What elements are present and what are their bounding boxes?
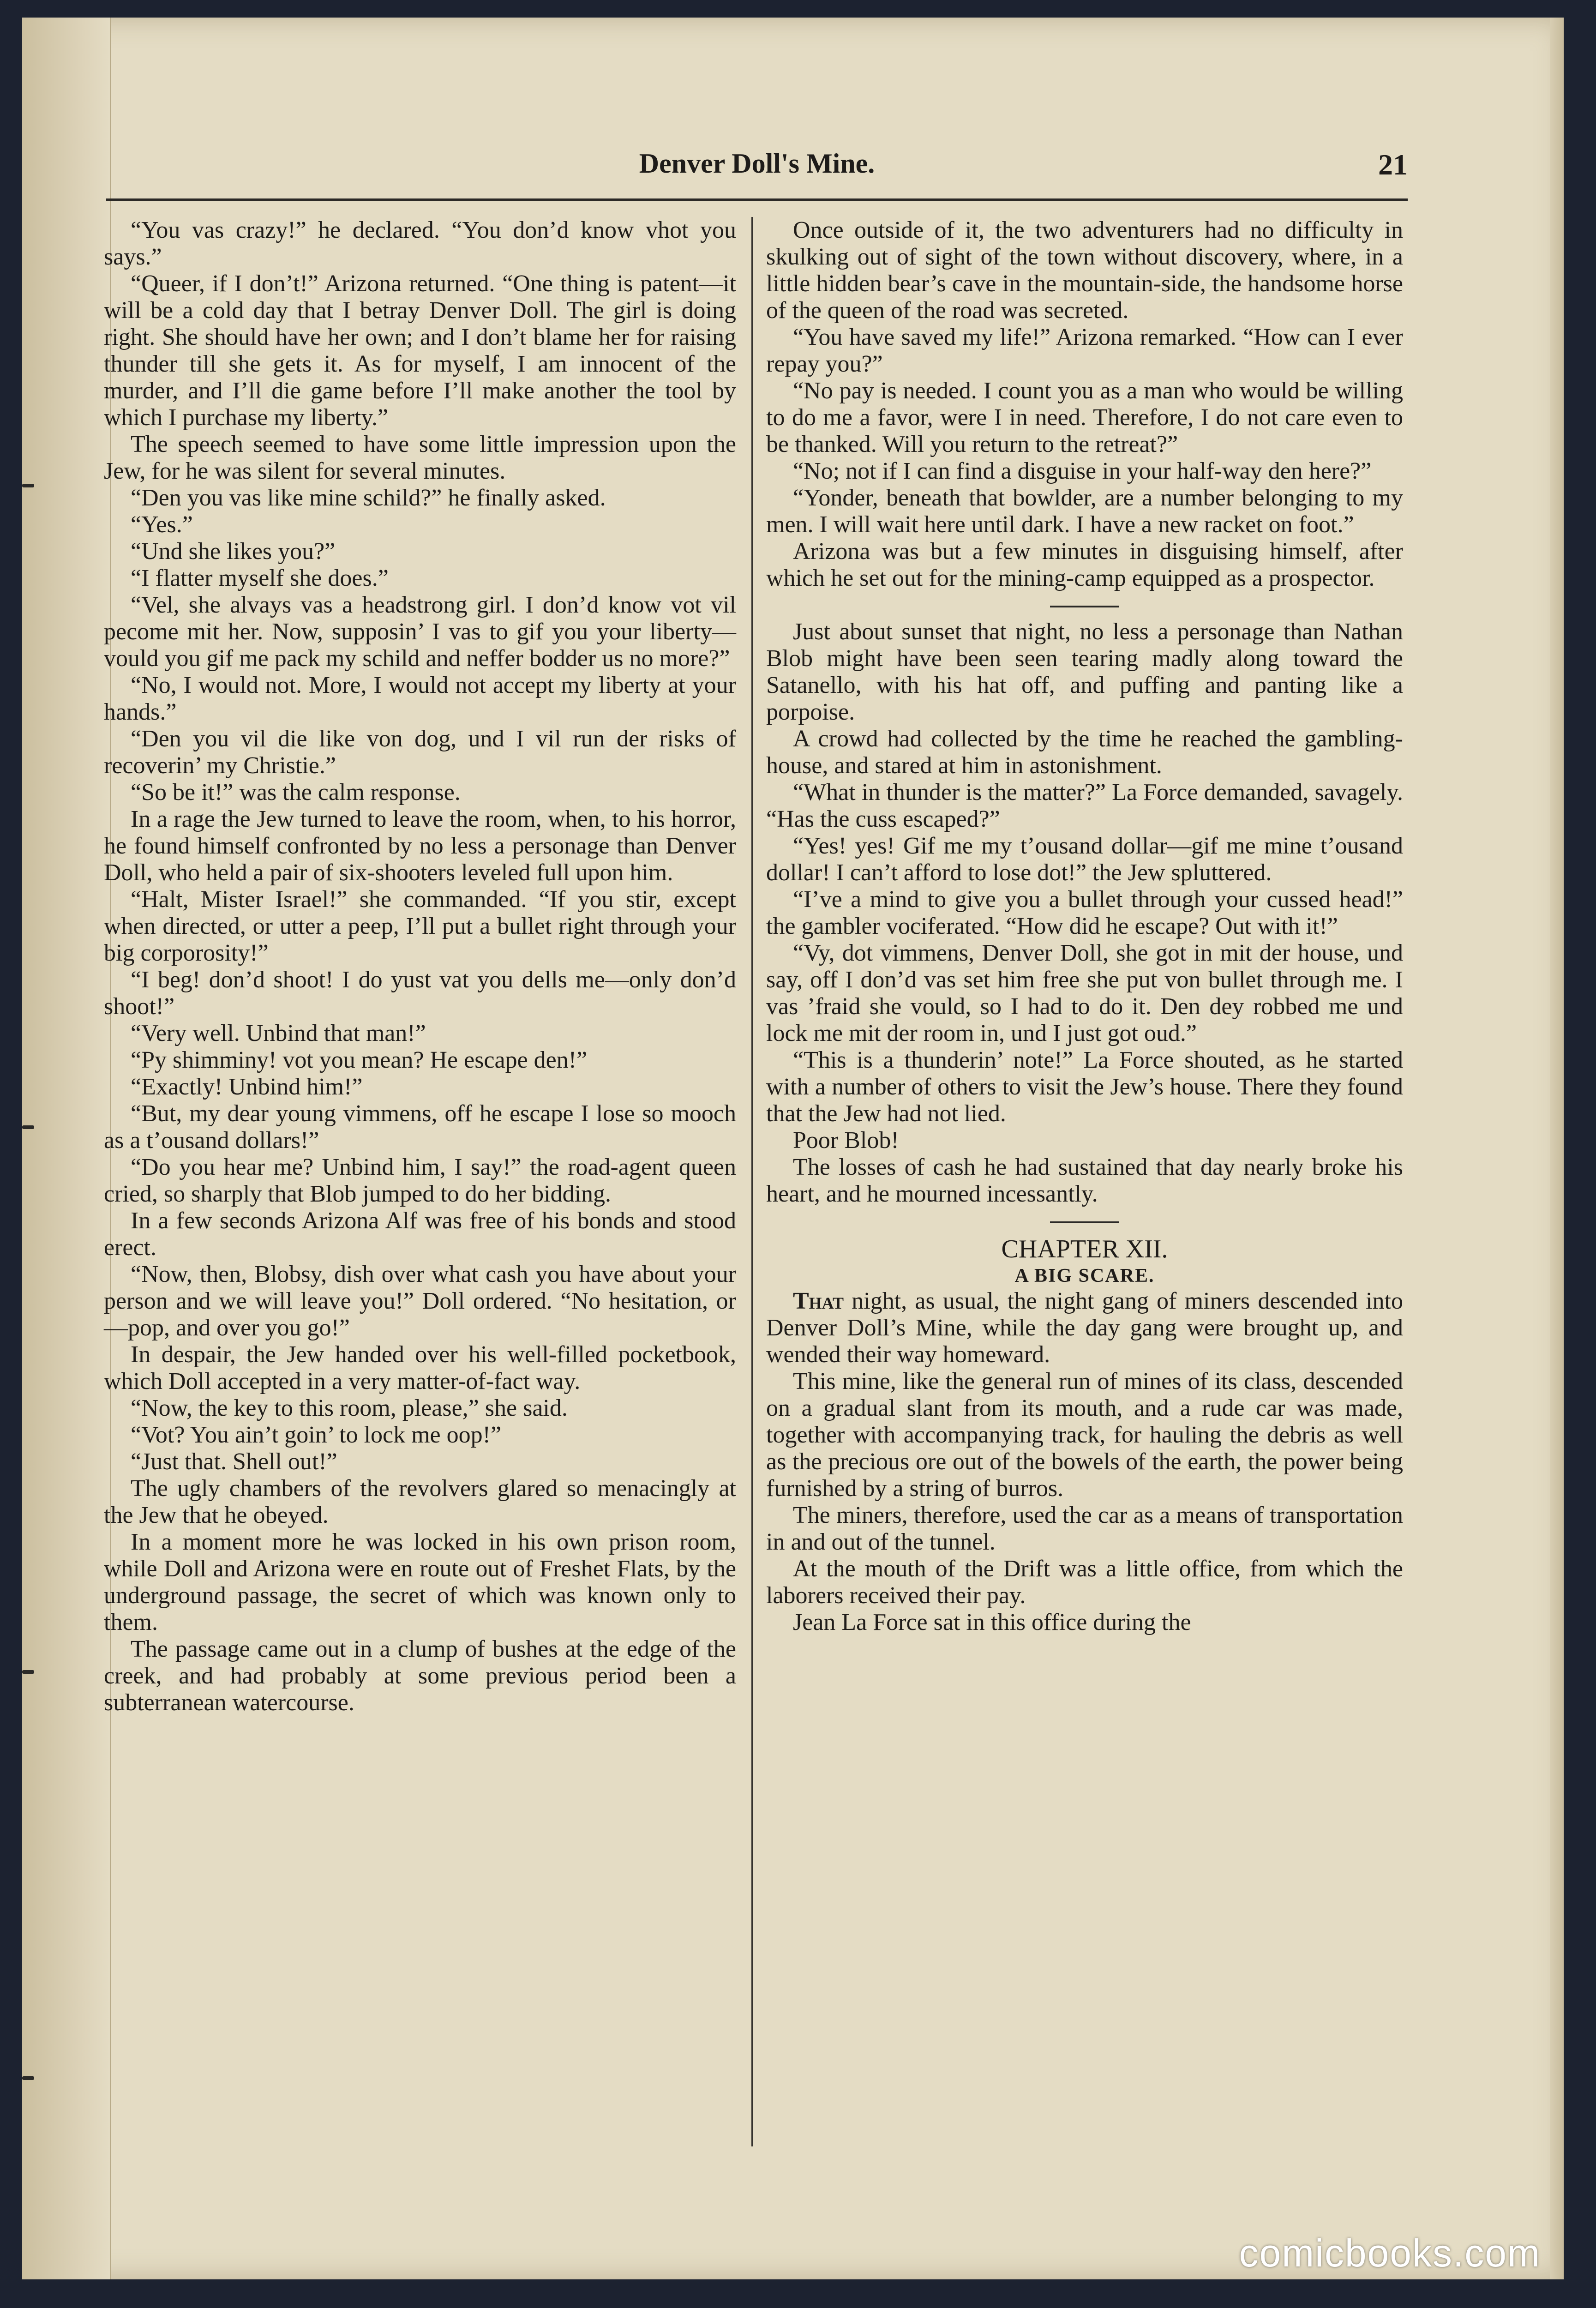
paragraph: In a few seconds Arizona Alf was free of his bonds and stood erect. <box>104 1208 736 1261</box>
right-column-section-2 <box>766 619 1403 1208</box>
paragraph: Once outside of it, the two adventurers had no difficulty in skulking out of sight of the town without discovery, where, in a little hidden bear’s cave in the mountain-side, the handsome horse of the queen of the road was secreted. <box>766 217 1403 324</box>
paragraph: “No; not if I can find a disguise in your half-way den here?” <box>793 458 1372 484</box>
paragraph: “Do you hear me? Unbind him, I say!” the road-agent queen cried, so sharply that Blob jumped to do her bidding. <box>104 1154 736 1207</box>
chapter-break-rule <box>1050 1221 1119 1223</box>
right-column <box>766 217 1403 1636</box>
paragraph: “But, my dear young vimmens, off he escape I lose so mooch as a t’ousand dollars!” <box>104 1100 736 1154</box>
binding-stitch <box>22 2076 34 2080</box>
binding-stitch <box>22 484 34 487</box>
lead-word: That <box>793 1288 844 1314</box>
paragraph: “Yes! yes! Gif me my t’ousand dollar—gif me mine t’ousand dollar! I can’t afford to lose dot!” the Jew spluttered. <box>766 833 1403 886</box>
paragraph: “Den you vil die like von dog, und I vil run der risks of recoverin’ my Christie.” <box>104 726 736 779</box>
right-column-section-1 <box>766 217 1403 592</box>
paragraph: Poor Blob! <box>793 1127 899 1154</box>
paragraph: “Very well. Unbind that man!” <box>131 1020 426 1046</box>
paragraph: “Yes.” <box>131 511 193 538</box>
paragraph: “Yonder, beneath that bowlder, are a number belonging to my men. I will wait here until dark. I have a new racket on foot.” <box>766 485 1403 538</box>
paragraph: “Vy, dot vimmens, Denver Doll, she got in mit der house, und say, off I don’d vas set him free she put von bullet through me. I vas ’fraid she vould, so I had to do it. Den dey robbed me und lock me mit der room in, und I just got oud.” <box>766 940 1403 1046</box>
running-title: Denver Doll's Mine. <box>639 148 875 179</box>
paragraph: “I’ve a mind to give you a bullet through your cussed head!” the gambler vociferated. “How did he escape? Out with it!” <box>766 886 1403 939</box>
chapter-title: CHAPTER XII. <box>1001 1235 1168 1263</box>
scene-break-rule <box>1050 606 1119 607</box>
paragraph: “Py shimminy! vot you mean? He escape den!” <box>131 1047 588 1073</box>
paragraph: Just about sunset that night, no less a personage than Nathan Blob might have been seen tearing madly along toward the Satanello, with his hat off, and puffing and panting like a porpoise. <box>766 619 1403 725</box>
page-edge <box>1550 18 1564 2279</box>
right-column-section-3 <box>766 1368 1403 1636</box>
first-paragraph-text: night, as usual, the night gang of miners descended into Denver Doll’s Mine, while the day gang were brought up, and wended their way homeward. <box>766 1288 1403 1368</box>
paragraph: “So be it!” was the calm response. <box>131 779 461 805</box>
paragraph: In despair, the Jew handed over his well-filled pocketbook, which Doll accepted in a very matter-of-fact way. <box>104 1341 736 1394</box>
paragraph: “Den you vas like mine schild?” he finally asked. <box>131 485 606 511</box>
running-header <box>106 138 1408 198</box>
paragraph: “Just that. Shell out!” <box>131 1449 337 1475</box>
paragraph: The miners, therefore, used the car as a means of transportation in and out of the tunnel. <box>766 1502 1403 1555</box>
paragraph: In a rage the Jew turned to leave the room, when, to his horror, he found himself confronted by no less a personage than Denver Doll, who held a pair of six-shooters leveled full upon him. <box>104 806 736 886</box>
paragraph: “You have saved my life!” Arizona remarked. “How can I ever repay you?” <box>766 324 1403 377</box>
watermark: comicbooks.com <box>1239 2231 1541 2275</box>
paragraph: “No pay is needed. I count you as a man who would be willing to do me a favor, were I in need. Therefore, I do not care even to be thanked. Will you return to the retreat?” <box>766 378 1403 457</box>
paragraph: “You vas crazy!” he declared. “You don’d know vhot you says.” <box>104 217 736 270</box>
paragraph: “Now, the key to this room, please,” she said. <box>131 1395 568 1421</box>
left-column <box>104 217 736 1716</box>
column-divider <box>751 217 753 2146</box>
paragraph: “Queer, if I don’t!” Arizona returned. “One thing is patent—it will be a cold day that I betray Denver Doll. The girl is doing right. She should have her own; and I don’t blame her for raising thunder till she gets it. As for myself, I am innocent of the murder, and I’ll die game before I’ll make another the tool by which I purchase my liberty.” <box>104 270 736 431</box>
paragraph: “What in thunder is the matter?” La Force demanded, savagely. “Has the cuss escaped?” <box>766 779 1403 832</box>
paragraph: “Vot? You ain’t goin’ to lock me oop!” <box>131 1422 502 1448</box>
paragraph: “I flatter myself she does.” <box>131 565 389 591</box>
binding-stitch <box>22 1670 34 1674</box>
paragraph: Jean La Force sat in this office during the <box>793 1609 1191 1635</box>
paragraph: The passage came out in a clump of bushes at the edge of the creek, and had probably at some previous period been a subterranean watercourse. <box>104 1636 736 1716</box>
paragraph: “Now, then, Blobsy, dish over what cash you have about your person and we will leave you!” Doll ordered. “No hesitation, or—pop, and over you go!” <box>104 1261 736 1341</box>
paragraph: The speech seemed to have some little impression upon the Jew, for he was silent for several minutes. <box>104 431 736 484</box>
paragraph: The ugly chambers of the revolvers glared so menacingly at the Jew that he obeyed. <box>104 1475 736 1528</box>
paragraph: This mine, like the general run of mines of its class, descended on a gradual slant from its mouth, and a rude car was made, together with accompanying track, for hauling the debris as well as the precious ore out of the bowels of the earth, the power being furnished by a string of burros. <box>766 1368 1403 1502</box>
paragraph: “This is a thunderin’ note!” La Force shouted, as he started with a number of others to visit the Jew’s house. There they found that the Jew had not lied. <box>766 1047 1403 1127</box>
paragraph: “Und she likes you?” <box>131 538 336 565</box>
binding-stitch <box>22 1125 34 1129</box>
chapter-first-paragraph <box>766 1288 1403 1368</box>
header-rule <box>106 198 1408 201</box>
paragraph: The losses of cash he had sustained that day nearly broke his heart, and he mourned incessantly. <box>766 1154 1403 1207</box>
paragraph: “Vel, she alvays vas a headstrong girl. I don’d know vot vil pecome mit her. Now, supposin’ I vas to gif you your liberty—vould you gif me pack my schild and neffer bodder us no more?” <box>104 592 736 672</box>
paragraph: At the mouth of the Drift was a little office, from which the laborers received their pay. <box>766 1556 1403 1609</box>
paragraph: “Exactly! Unbind him!” <box>131 1074 363 1100</box>
paragraph: “No, I would not. More, I would not accept my liberty at your hands.” <box>104 672 736 725</box>
binding-gutter <box>22 18 111 2279</box>
paragraph: “I beg! don’d shoot! I do yust vat you dells me—only don’d shoot!” <box>104 967 736 1020</box>
paragraph: A crowd had collected by the time he reached the gambling-house, and stared at him in astonishment. <box>766 726 1403 779</box>
page-number: 21 <box>1378 148 1408 181</box>
paragraph: Arizona was but a few minutes in disguising himself, after which he set out for the mining-camp equipped as a prospector. <box>766 538 1403 591</box>
paragraph: In a moment more he was locked in his own prison room, while Doll and Arizona were en route out of Freshet Flats, by the underground passage, the secret of which was known only to them. <box>104 1529 736 1635</box>
chapter-subtitle: A BIG SCARE. <box>1014 1265 1155 1286</box>
paragraph: “Halt, Mister Israel!” she commanded. “If you stir, except when directed, or utter a peep, I’ll put a bullet right through your big corporosity!” <box>104 886 736 966</box>
